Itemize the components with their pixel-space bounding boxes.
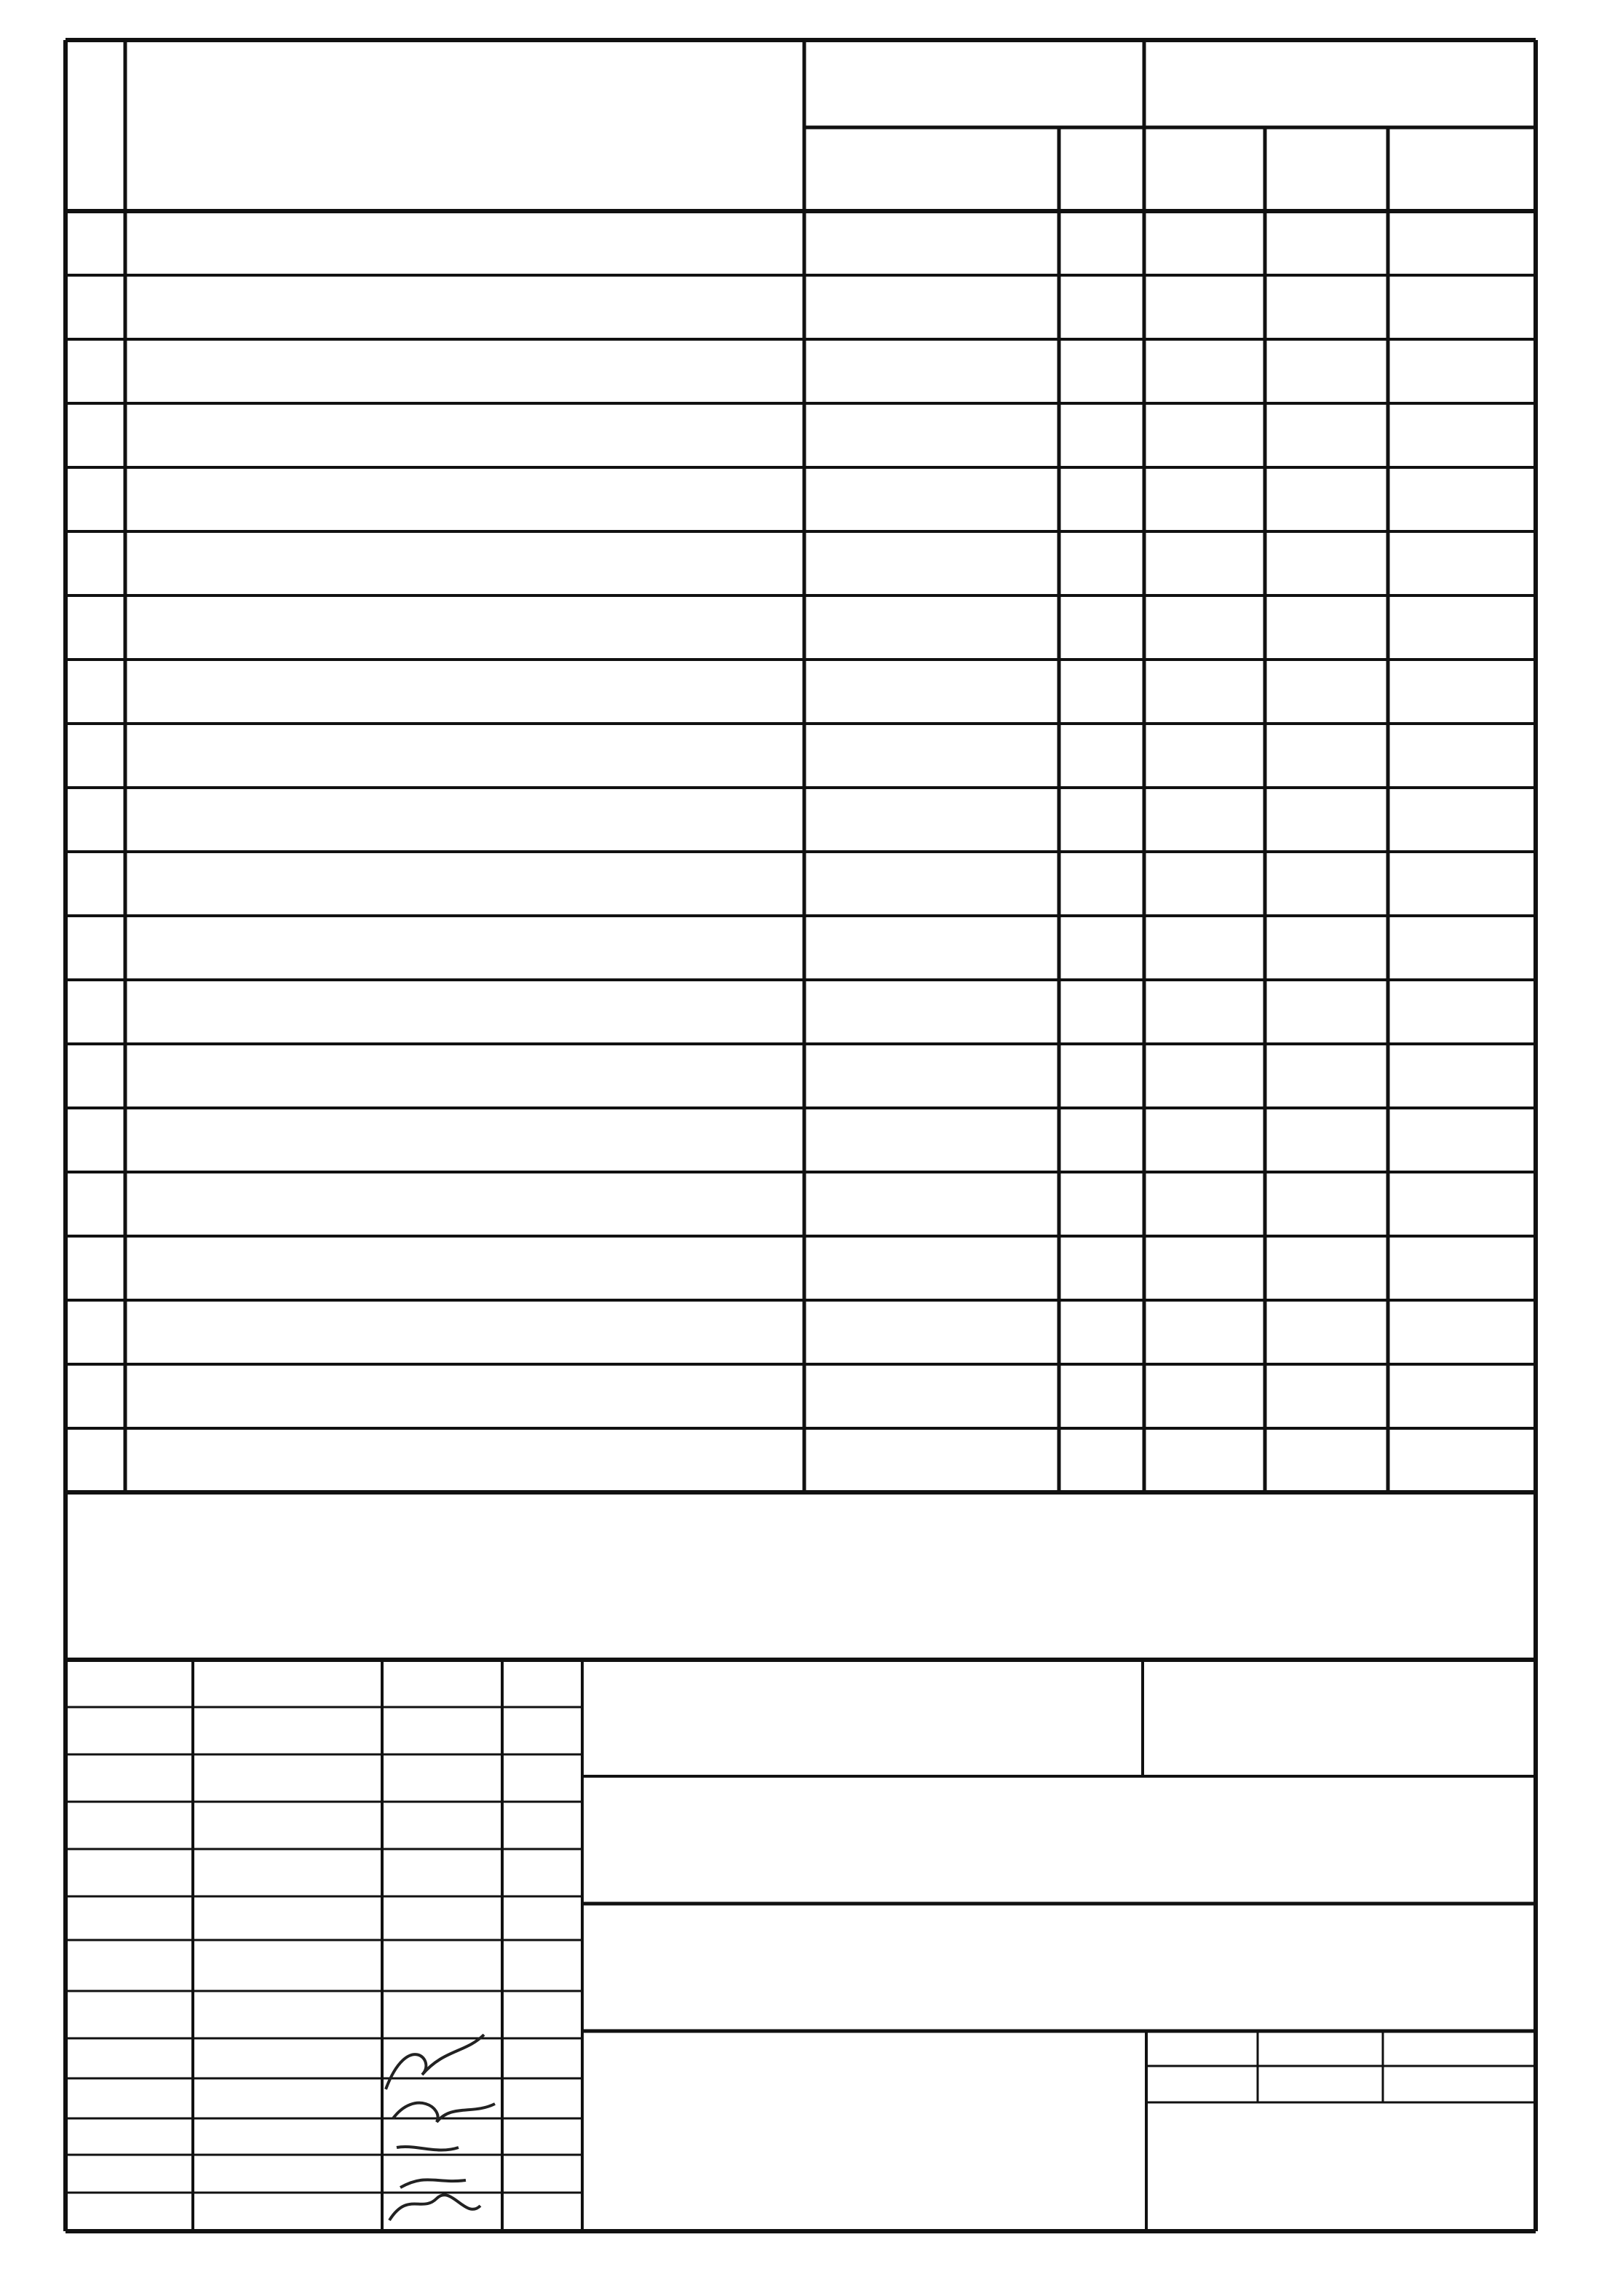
handwritten-signature [397, 2147, 459, 2150]
handwritten-signature [389, 2195, 480, 2220]
table-grid [66, 40, 1536, 2231]
handwritten-signature [400, 2180, 466, 2188]
handwritten-signature [386, 2035, 484, 2089]
